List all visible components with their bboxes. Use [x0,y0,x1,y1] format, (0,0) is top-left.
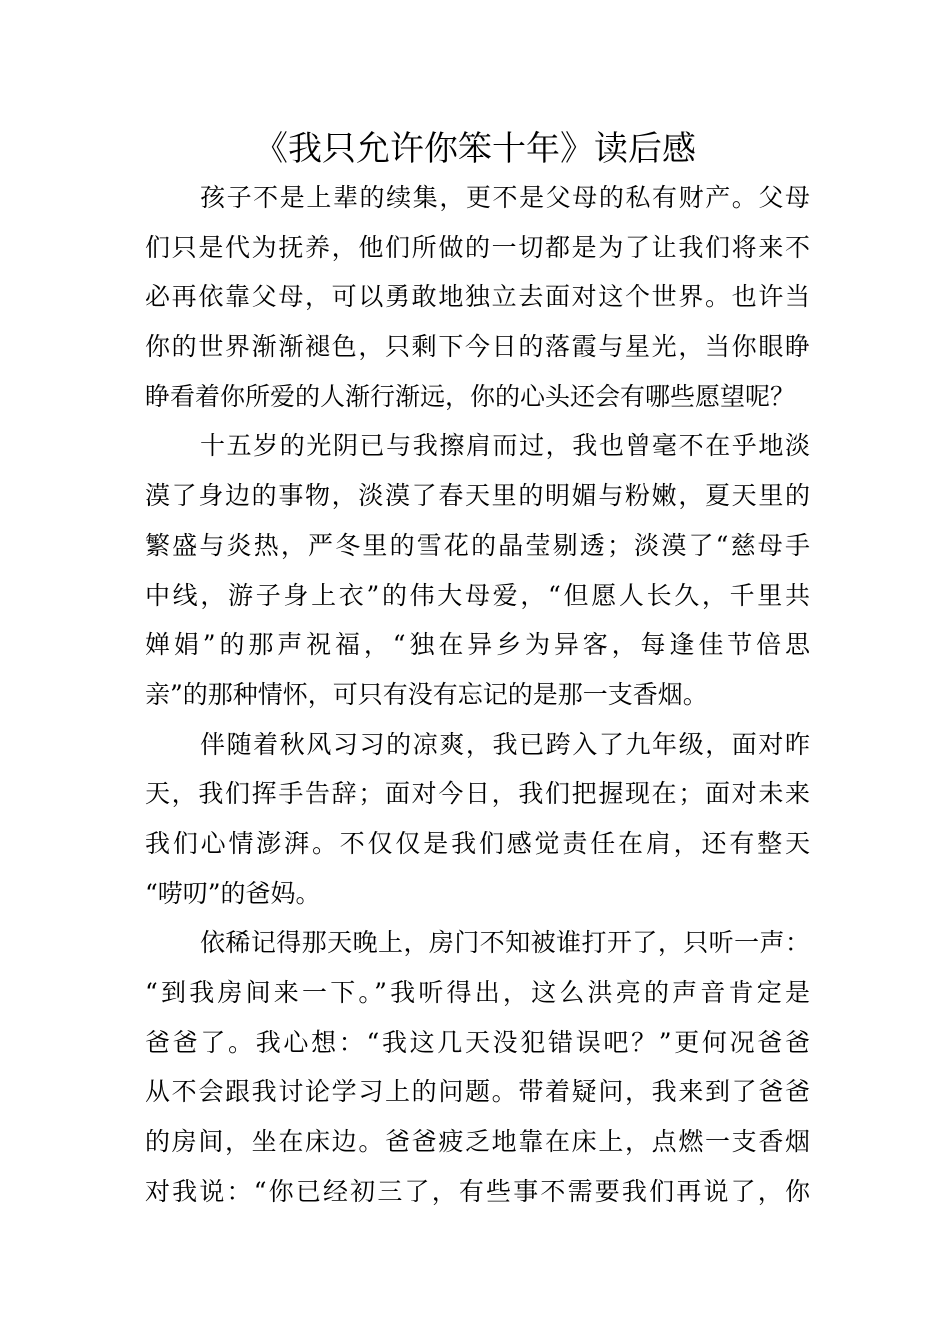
paragraph-1 [145,173,810,421]
paragraph-3 [145,720,810,919]
text-line: 从不会跟我讨论学习上的问题。带着疑问，我来到了爸爸 [145,1077,810,1107]
text-line: 天，我们挥手告辞；面对今日，我们把握现在；面对未来 [145,779,810,809]
text-line: 爸爸了。我心想：“我这几天没犯错误吧？”更何况爸爸 [145,1027,810,1057]
text-line: 婵娟”的那声祝福，“独在异乡为异客，每逢佳节倍思 [145,630,810,660]
paragraph-4 [145,918,810,1216]
text-line: 必再依靠父母，可以勇敢地独立去面对这个世界。也许当 [145,282,810,312]
text-line: 繁盛与炎热，严冬里的雪花的晶莹剔透；淡漠了“慈母手 [145,530,810,560]
text-line: 的房间，坐在床边。爸爸疲乏地靠在床上，点燃一支香烟 [145,1127,810,1157]
text-line: 你的世界渐渐褪色，只剩下今日的落霞与星光，当你眼睁 [145,332,810,362]
text-line: 依稀记得那天晚上，房门不知被谁打开了，只听一声： [200,928,810,958]
text-line: 中线，游子身上衣”的伟大母爱，“但愿人长久，千里共 [145,580,810,610]
text-line: 十五岁的光阴已与我擦肩而过，我也曾毫不在乎地淡 [200,431,810,461]
text-line: 伴随着秋风习习的凉爽，我已跨入了九年级，面对昨 [200,729,810,759]
text-line: 我们心情澎湃。不仅仅是我们感觉责任在肩，还有整天 [145,828,810,858]
text-line: 孩子不是上辈的续集，更不是父母的私有财产。父母 [200,183,810,212]
text-line: 漠了身边的事物，淡漠了春天里的明媚与粉嫩，夏天里的 [145,481,810,511]
text-line: “唠叨”的爸妈。 [145,878,321,908]
text-line: 对我说：“你已经初三了，有些事不需要我们再说了，你 [145,1176,810,1206]
paragraph-2 [145,421,810,719]
text-line: “到我房间来一下。”我听得出，这么洪亮的声音肯定是 [145,978,810,1007]
document-body [145,173,810,1216]
text-line: 亲”的那种情怀，可只有没有忘记的是那一支香烟。 [145,679,708,709]
text-line: 睁看着你所爱的人渐行渐远，你的心头还会有哪些愿望呢？ [145,381,796,411]
text-line: 们只是代为抚养，他们所做的一切都是为了让我们将来不 [145,232,810,262]
document-title: 《我只允许你笨十年》读后感 [254,129,696,169]
